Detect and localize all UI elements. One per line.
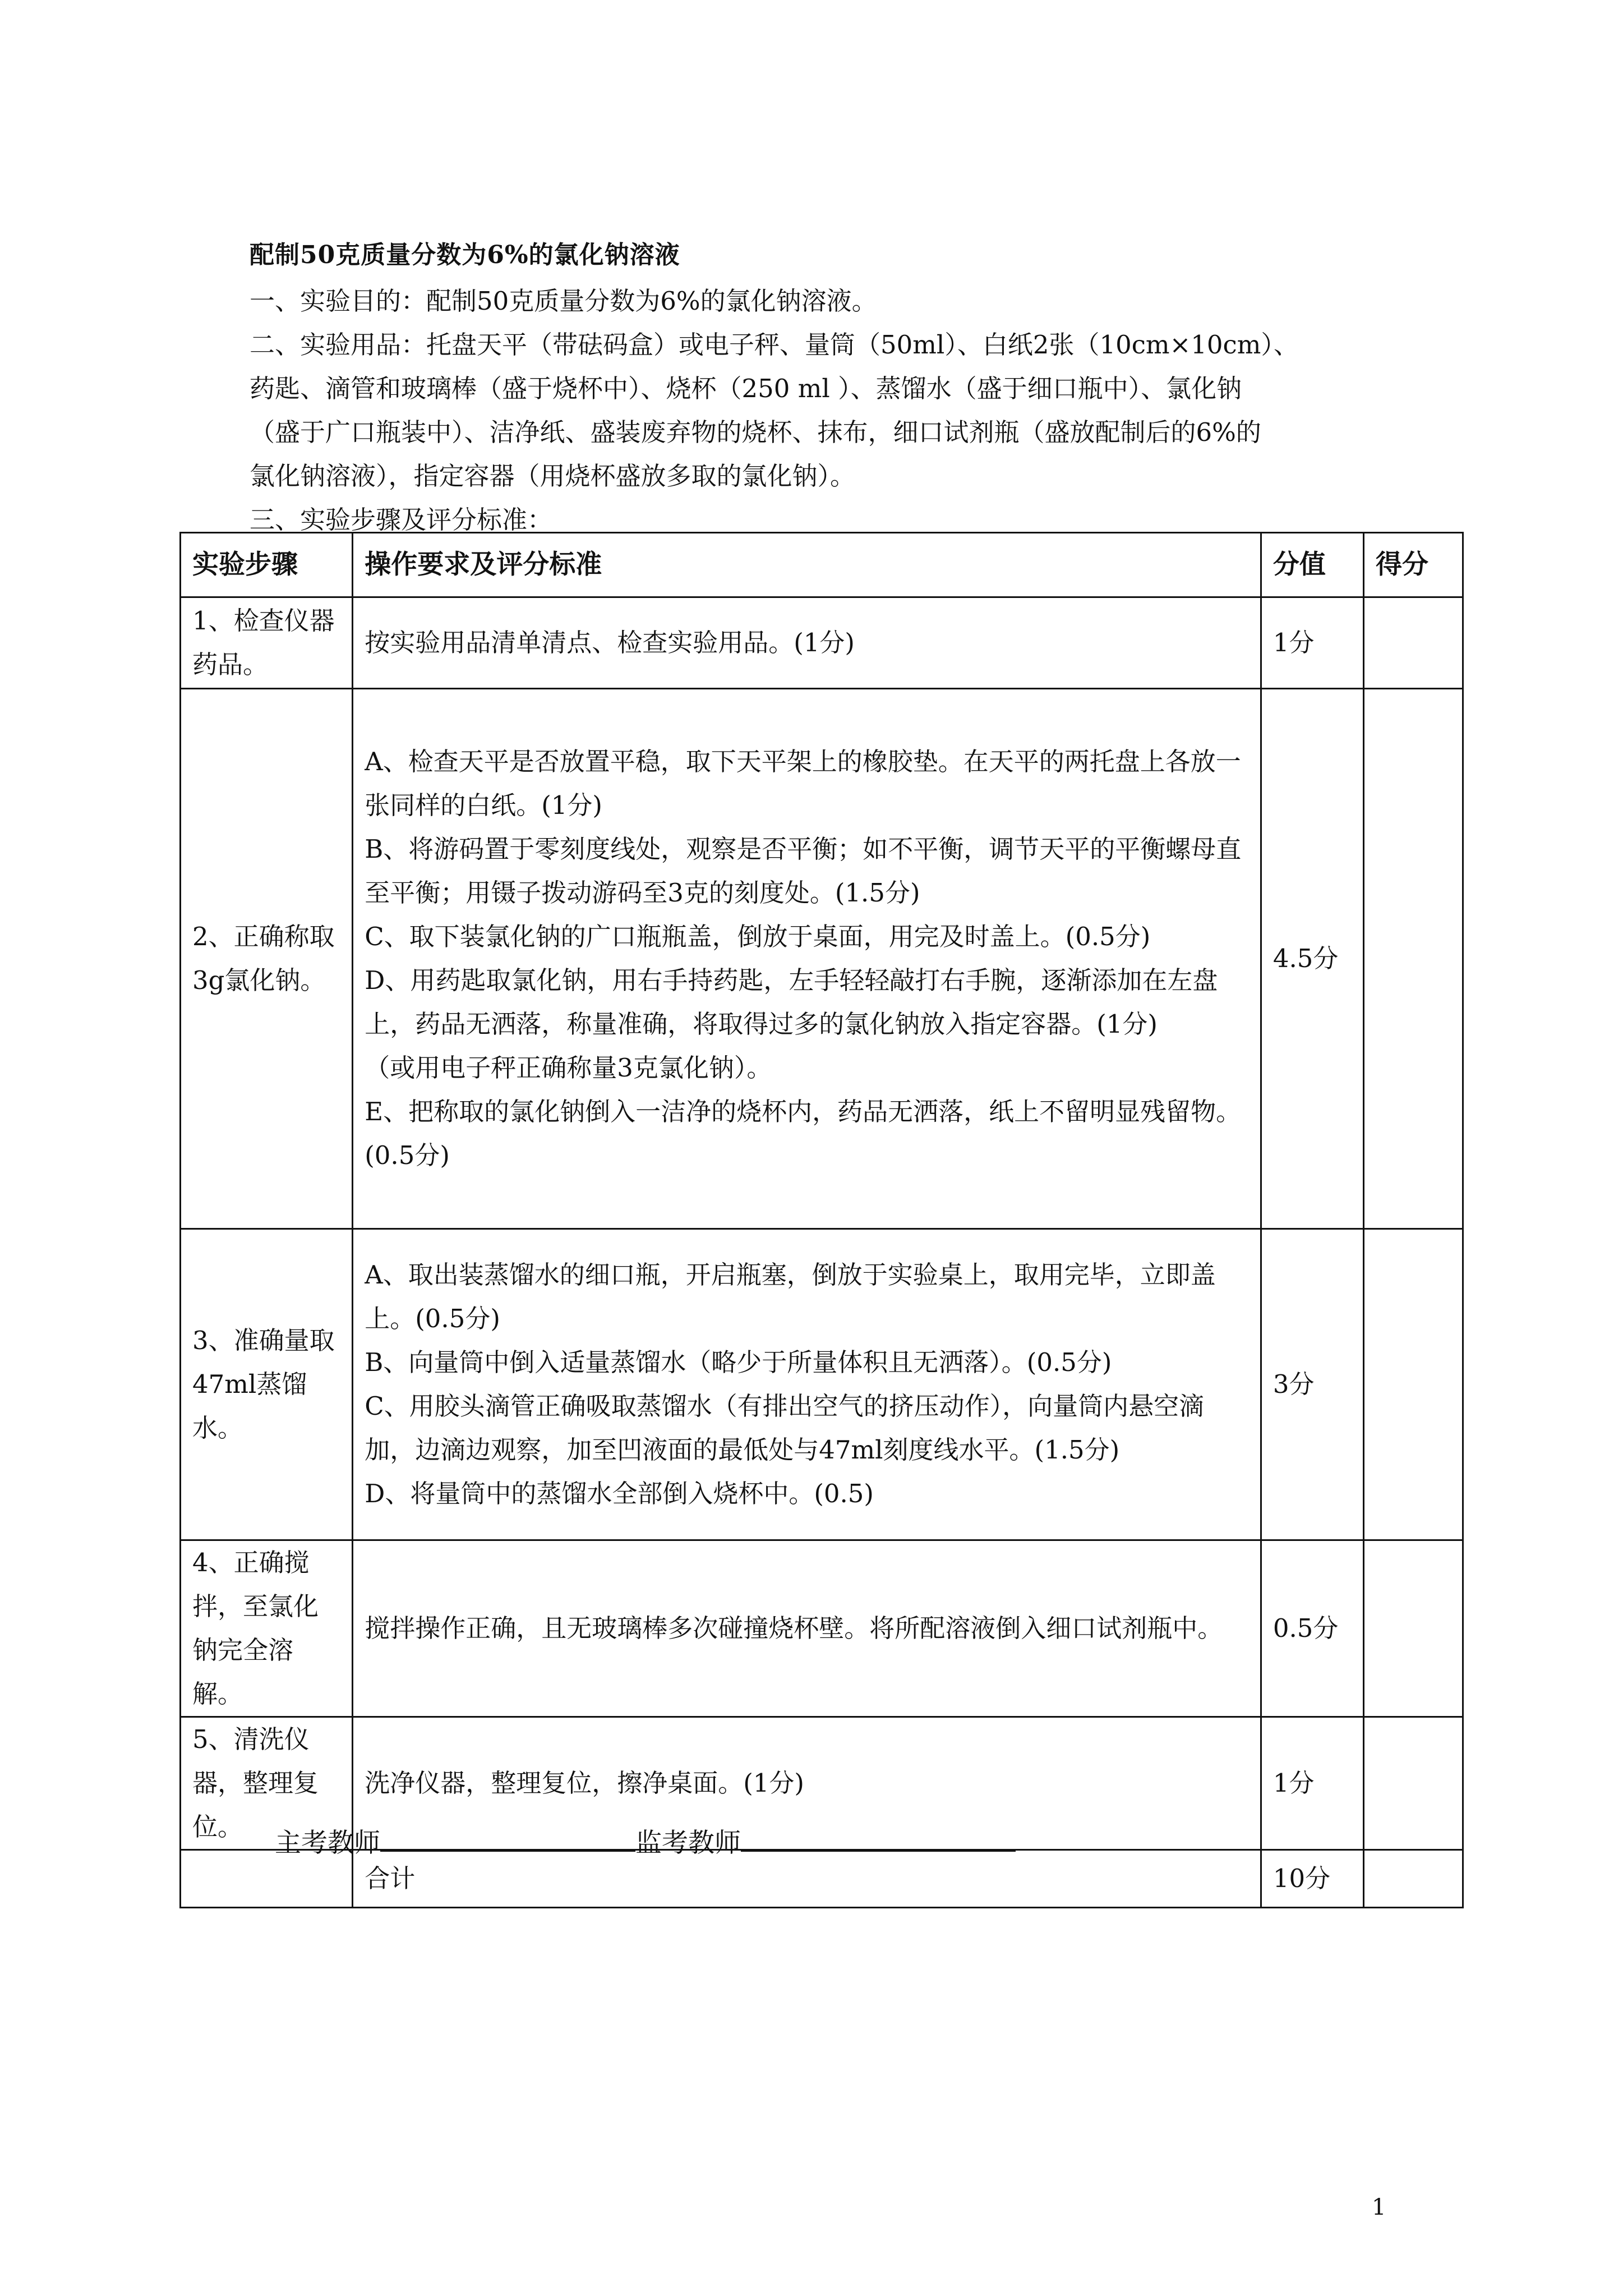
proctor-label: 监考教师 [635, 1828, 741, 1858]
step-cell: 2、正确称取3g氯化钠。 [181, 689, 353, 1229]
criteria-cell [353, 689, 1261, 1229]
total-score-cell[interactable] [1363, 1850, 1463, 1908]
chief-examiner-blank[interactable] [380, 1825, 635, 1852]
header-step: 实验步骤 [181, 533, 353, 597]
page-number: 1 [1372, 2194, 1386, 2220]
criteria-line: 按实验用品清单清点、检查实验用品。(1分) [365, 628, 855, 657]
intro-line: 药匙、滴管和玻璃棒（盛于烧杯中）、烧杯（250 ml ）、蒸馏水（盛于细口瓶中）、氯化钠 [250, 374, 1242, 403]
header-points: 分值 [1261, 533, 1363, 597]
criteria-line: B、将游码置于零刻度线处，观察是否平衡；如不平衡，调节天平的平衡螺母直至平衡；用镊子拨动游码至3克的刻度处。(1.5分) [365, 834, 1242, 908]
intro-line: （盛于广口瓶装中）、洁净纸、盛装废弃物的烧杯、抹布，细口试剂瓶（盛放配制后的6%的 [250, 417, 1261, 447]
intro-section [250, 279, 1427, 542]
score-cell[interactable] [1363, 597, 1463, 689]
points-cell: 4.5分 [1261, 689, 1363, 1229]
points-cell: 1分 [1261, 1717, 1363, 1850]
criteria-line: 洗净仪器，整理复位，擦净桌面。(1分) [365, 1768, 804, 1798]
intro-line: 氯化钠溶液），指定容器（用烧杯盛放多取的氯化钠）。 [250, 461, 856, 491]
table-row [181, 1540, 1463, 1717]
total-points-cell: 10分 [1261, 1850, 1363, 1908]
score-cell[interactable] [1363, 1540, 1463, 1717]
points-cell: 3分 [1261, 1229, 1363, 1540]
proctor-blank[interactable] [741, 1825, 1016, 1852]
criteria-line: A、检查天平是否放置平稳，取下天平架上的橡胶垫。在天平的两托盘上各放一张同样的白纸。(1分) [365, 747, 1241, 820]
score-cell[interactable] [1363, 689, 1463, 1229]
scoring-table [179, 532, 1464, 1908]
step-cell: 1、检查仪器药品。 [181, 597, 353, 689]
intro-line: 一、实验目的：配制50克质量分数为6%的氯化钠溶液。 [250, 286, 877, 316]
criteria-line: B、向量筒中倒入适量蒸馏水（略少于所量体积且无洒落）。(0.5分) [365, 1347, 1112, 1377]
criteria-line: C、用胶头滴管正确吸取蒸馏水（有排出空气的挤压动作），向量筒内悬空滴加，边滴边观察，加至凹液面的最低处与47ml刻度线水平。(1.5分) [365, 1391, 1205, 1465]
intro-line: 二、实验用品：托盘天平（带砝码盒）或电子秤、量筒（50ml）、白纸2张（10cm×10cm）、 [250, 330, 1299, 360]
document-title: 配制50克质量分数为6%的氯化钠溶液 [250, 241, 680, 269]
intro-line: 三、实验步骤及评分标准： [250, 505, 553, 535]
table-row [181, 1229, 1463, 1540]
signature-line [275, 1822, 1016, 1860]
step-cell: 4、正确搅拌，至氯化钠完全溶解。 [181, 1540, 353, 1717]
criteria-line: D、用药匙取氯化钠，用右手持药匙，左手轻轻敲打右手腕，逐渐添加在左盘上，药品无洒落，称量准确，将取得过多的氯化钠放入指定容器。(1分) [365, 965, 1218, 1039]
header-criteria: 操作要求及评分标准 [353, 533, 1261, 597]
criteria-line: C、取下装氯化钠的广口瓶瓶盖，倒放于桌面，用完及时盖上。(0.5分) [365, 922, 1151, 951]
chief-examiner-label: 主考教师 [275, 1828, 380, 1858]
points-cell: 0.5分 [1261, 1540, 1363, 1717]
criteria-cell [353, 597, 1261, 689]
criteria-line: （或用电子秤正确称量3克氯化钠）。 [365, 1053, 772, 1083]
criteria-line: A、取出装蒸馏水的细口瓶，开启瓶塞，倒放于实验桌上，取用完毕，立即盖上。(0.5分) [365, 1260, 1216, 1333]
header-score: 得分 [1363, 533, 1463, 597]
score-cell[interactable] [1363, 1717, 1463, 1850]
step-cell: 3、准确量取47ml蒸馏水。 [181, 1229, 353, 1540]
criteria-cell [353, 1229, 1261, 1540]
total-label: 合计 [365, 1864, 416, 1893]
points-cell: 1分 [1261, 597, 1363, 689]
criteria-line: E、把称取的氯化钠倒入一洁净的烧杯内，药品无洒落，纸上不留明显残留物。(0.5分) [365, 1097, 1242, 1170]
table-row [181, 689, 1463, 1229]
table-row [181, 597, 1463, 689]
score-cell[interactable] [1363, 1229, 1463, 1540]
step-cell: 5、清洗仪器，整理复位。 [181, 1717, 353, 1850]
criteria-cell [353, 1540, 1261, 1717]
criteria-line: D、将量筒中的蒸馏水全部倒入烧杯中。(0.5) [365, 1479, 874, 1508]
table-header-row [181, 533, 1463, 597]
criteria-line: 搅拌操作正确，且无玻璃棒多次碰撞烧杯壁。将所配溶液倒入细口试剂瓶中。 [365, 1613, 1223, 1643]
